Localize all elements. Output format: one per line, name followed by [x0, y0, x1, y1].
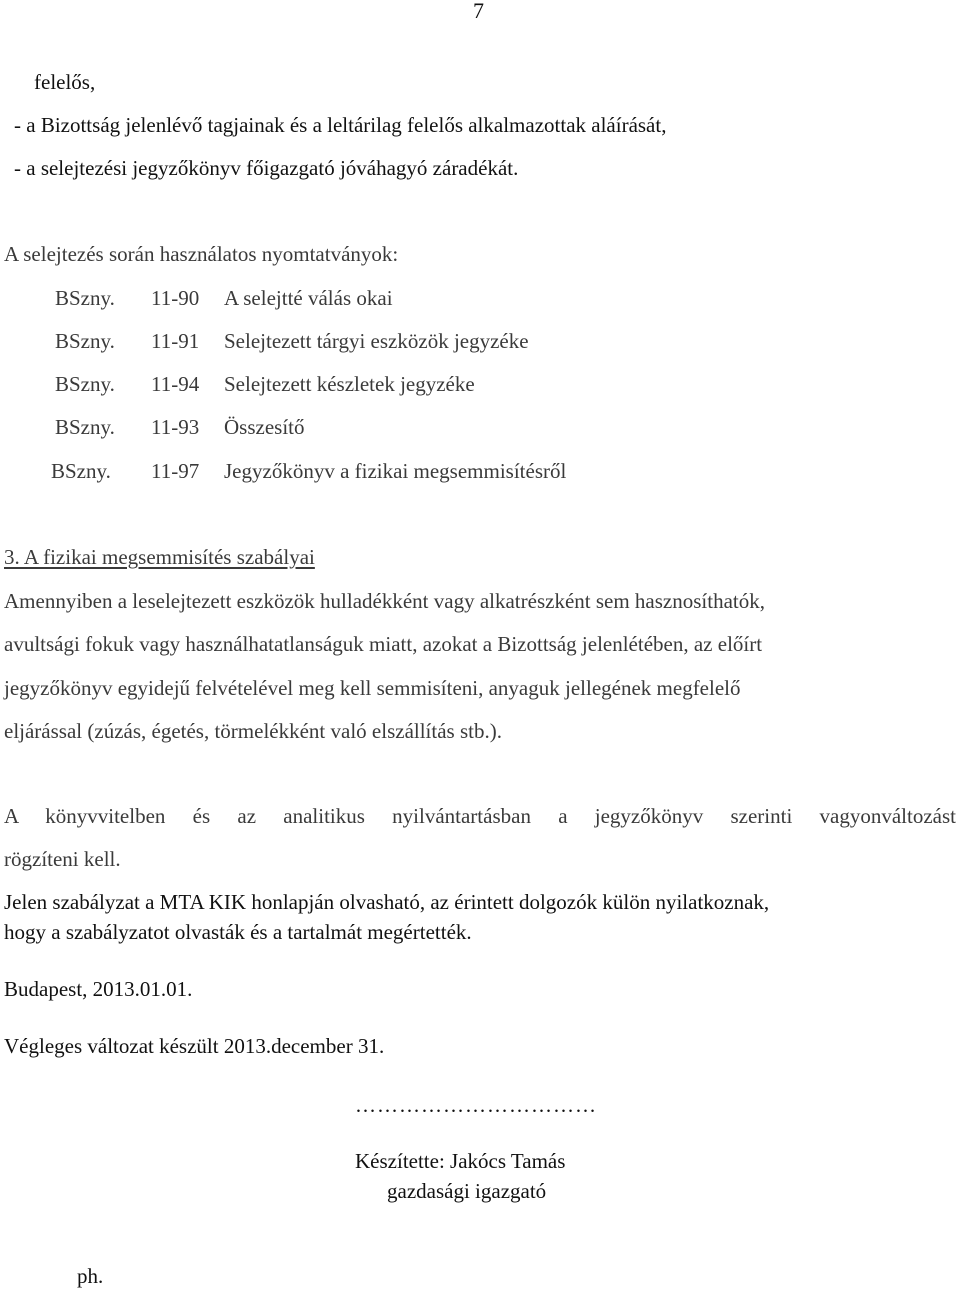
section-line-1: Amennyiben a leselejtezett eszközök hulladékként vagy alkatrészként sem hasznosíthatók, — [4, 589, 765, 613]
section-line-4: eljárással (zúzás, égetés, törmelékként való elszállítás stb.). — [4, 719, 502, 743]
prepared-by: Készítette: Jakócs Tamás — [355, 1149, 566, 1173]
intro-line-1: felelős, — [34, 70, 96, 94]
final-version: Végleges változat készült 2013.december 31. — [4, 1034, 385, 1058]
form-code: 11-94 — [151, 372, 200, 396]
intro-line-3: - a selejtezési jegyzőkönyv főigazgató jóváhagyó záradékát. — [14, 156, 519, 180]
intro-line-2: - a Bizottság jelenlévő tagjainak és a leltárilag felelős alkalmazottak aláírását, — [14, 113, 667, 137]
policy-line-1: Jelen szabályzat a MTA KIK honlapján olvasható, az érintett dolgozók külön nyilatkoznak, — [4, 890, 770, 914]
form-prefix: BSzny. — [55, 286, 115, 310]
form-prefix: BSzny. — [55, 372, 115, 396]
signer-position: gazdasági igazgató — [387, 1179, 547, 1203]
section-heading: 3. A fizikai megsemmisítés szabályai — [4, 545, 315, 569]
form-title: Összesítő — [224, 415, 305, 439]
section-line-3: jegyzőkönyv egyidejű felvételével meg kell semmisíteni, anyaguk jellegének megfelelő — [4, 676, 741, 700]
form-code: 11-91 — [151, 329, 200, 353]
form-title: Jegyzőkönyv a fizikai megsemmisítésről — [224, 459, 567, 483]
place-date: Budapest, 2013.01.01. — [4, 977, 193, 1001]
stamp-label: ph. — [77, 1264, 104, 1288]
section-line-2: avultsági fokuk vagy használhatatlanságuk miatt, azokat a Bizottság jelenlétében, az előírt — [4, 632, 763, 656]
form-title: Selejtezett készletek jegyzéke — [224, 372, 475, 396]
form-prefix: BSzny. — [51, 459, 111, 483]
forms-heading: A selejtezés során használatos nyomtatványok: — [4, 242, 399, 266]
form-code: 11-97 — [151, 459, 200, 483]
accounting-line-1: A könyvvitelben és az analitikus nyilvántartásban a jegyzőkönyv szerinti vagyonváltozást — [4, 804, 956, 828]
form-prefix: BSzny. — [55, 415, 115, 439]
page-number: 7 — [473, 0, 484, 23]
form-title: A selejtté válás okai — [224, 286, 393, 310]
form-title: Selejtezett tárgyi eszközök jegyzéke — [224, 329, 529, 353]
form-code: 11-93 — [151, 415, 200, 439]
accounting-line-2: rögzíteni kell. — [4, 847, 121, 871]
policy-line-2: hogy a szabályzatot olvasták és a tartalmát megértették. — [4, 920, 472, 944]
form-code: 11-90 — [151, 286, 200, 310]
signature-line: …………………………… — [355, 1093, 597, 1117]
form-prefix: BSzny. — [55, 329, 115, 353]
